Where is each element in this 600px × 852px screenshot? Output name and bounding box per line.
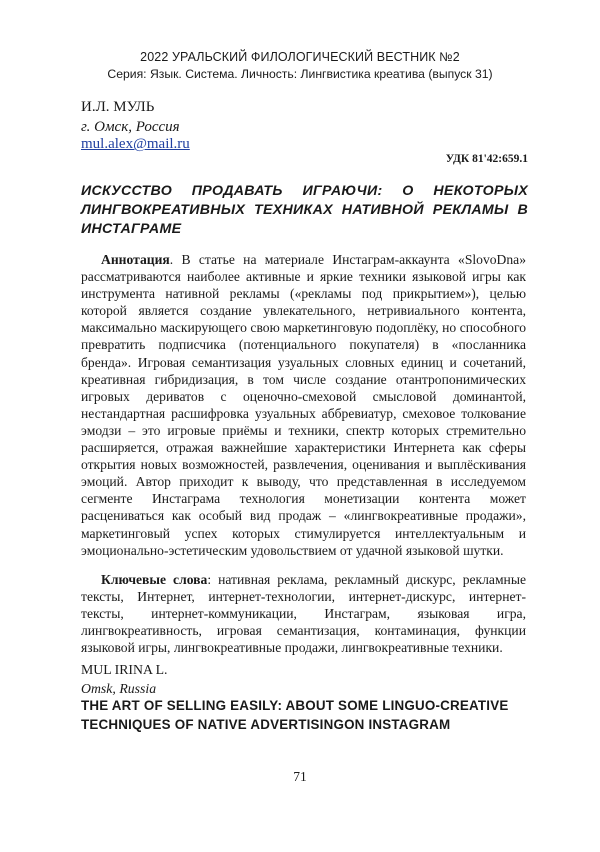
article-title-ru: ИСКУССТВО ПРОДАВАТЬ ИГРАЮЧИ: О НЕКОТОРЫХ ЛИНГВОКРЕАТИВНЫХ ТЕХНИКАХ НАТИВНОЙ РЕКЛАМЫ В ИНСТАГРАМЕ: [81, 183, 528, 237]
running-head-series: Серия: Язык. Система. Личность: Лингвистика креатива (выпуск 31): [107, 67, 493, 81]
author-city-en: Omsk, Russia: [81, 681, 157, 696]
author-email-link[interactable]: mul.alex@mail.ru: [81, 136, 190, 152]
abstract-label: Аннотация: [101, 252, 170, 267]
keywords-label: Ключевые слова: [101, 572, 208, 587]
page-number: 71: [293, 769, 307, 784]
article-title-en: THE ART OF SELLING EASILY: ABOUT SOME LINGUO-CREATIVE TECHNIQUES OF NATIVE ADVERTISINGON INSTAGRAM: [81, 698, 509, 732]
abstract-text: . В статье на материале Инстаграм-аккаунта «SlovoDna» рассматриваются наиболее активные и яркие техники языковой игры как инструмента нативной рекламы («рекламы под прикрытием»), целью которой является создание увлекательного, нетривиального контента, максимально маскирующего свою маркетинговую подоплёку, но способного превратить подписчика (потенциального покупателя) в «посланника бренда». Игровая семантизация узуальных словных единиц и сочетаний, креативная гибридизация, в том числе создание отантропонимических игровых дериватов с оценочно-смеховой смысловой доминантой, нестандартная расшифровка узуальных аббревиатур, смеховое толкование эмодзи – это игровые приёмы и техники, спектр которых стремительно расширяется, отражая важнейшие характеристики Интернета как сферы открытия новых возможностей, развлечения, оценивания и выплёскивания эмоций. Автор приходит к выводу, что представленная в исследуемом сегменте Инстаграма технология монетизации контента может расцениваться как особый вид продаж – «лингвокреативные продажи», маркетинговый успех которых стимулируется интеллектуальным и эмоционально-эстетическим удовольствием от удачной языковой шутки.: [81, 252, 526, 558]
udc-code: УДК 81'42:659.1: [445, 153, 528, 165]
author-name-ru: И.Л. МУЛЬ: [81, 99, 155, 115]
abstract-paragraph: [81, 251, 526, 559]
author-name-en: MUL IRINA L.: [81, 662, 168, 677]
keywords-paragraph: [81, 571, 526, 656]
author-city-ru: г. Омск, Россия: [81, 119, 180, 135]
keywords-text: : нативная реклама, рекламный дискурс, рекламные тексты, Интернет, интернет-технологии, интернет-дискурс, интернет-тексты, интернет-коммуникации, Инстаграм, языковая игра, лингвокреативность, игровая семантизация, контаминация, функции языковой игры, лингвокреативные продажи, лингвокреативные техники.: [81, 572, 526, 656]
running-head-journal: 2022 УРАЛЬСКИЙ ФИЛОЛОГИЧЕСКИЙ ВЕСТНИК №2: [140, 50, 460, 64]
